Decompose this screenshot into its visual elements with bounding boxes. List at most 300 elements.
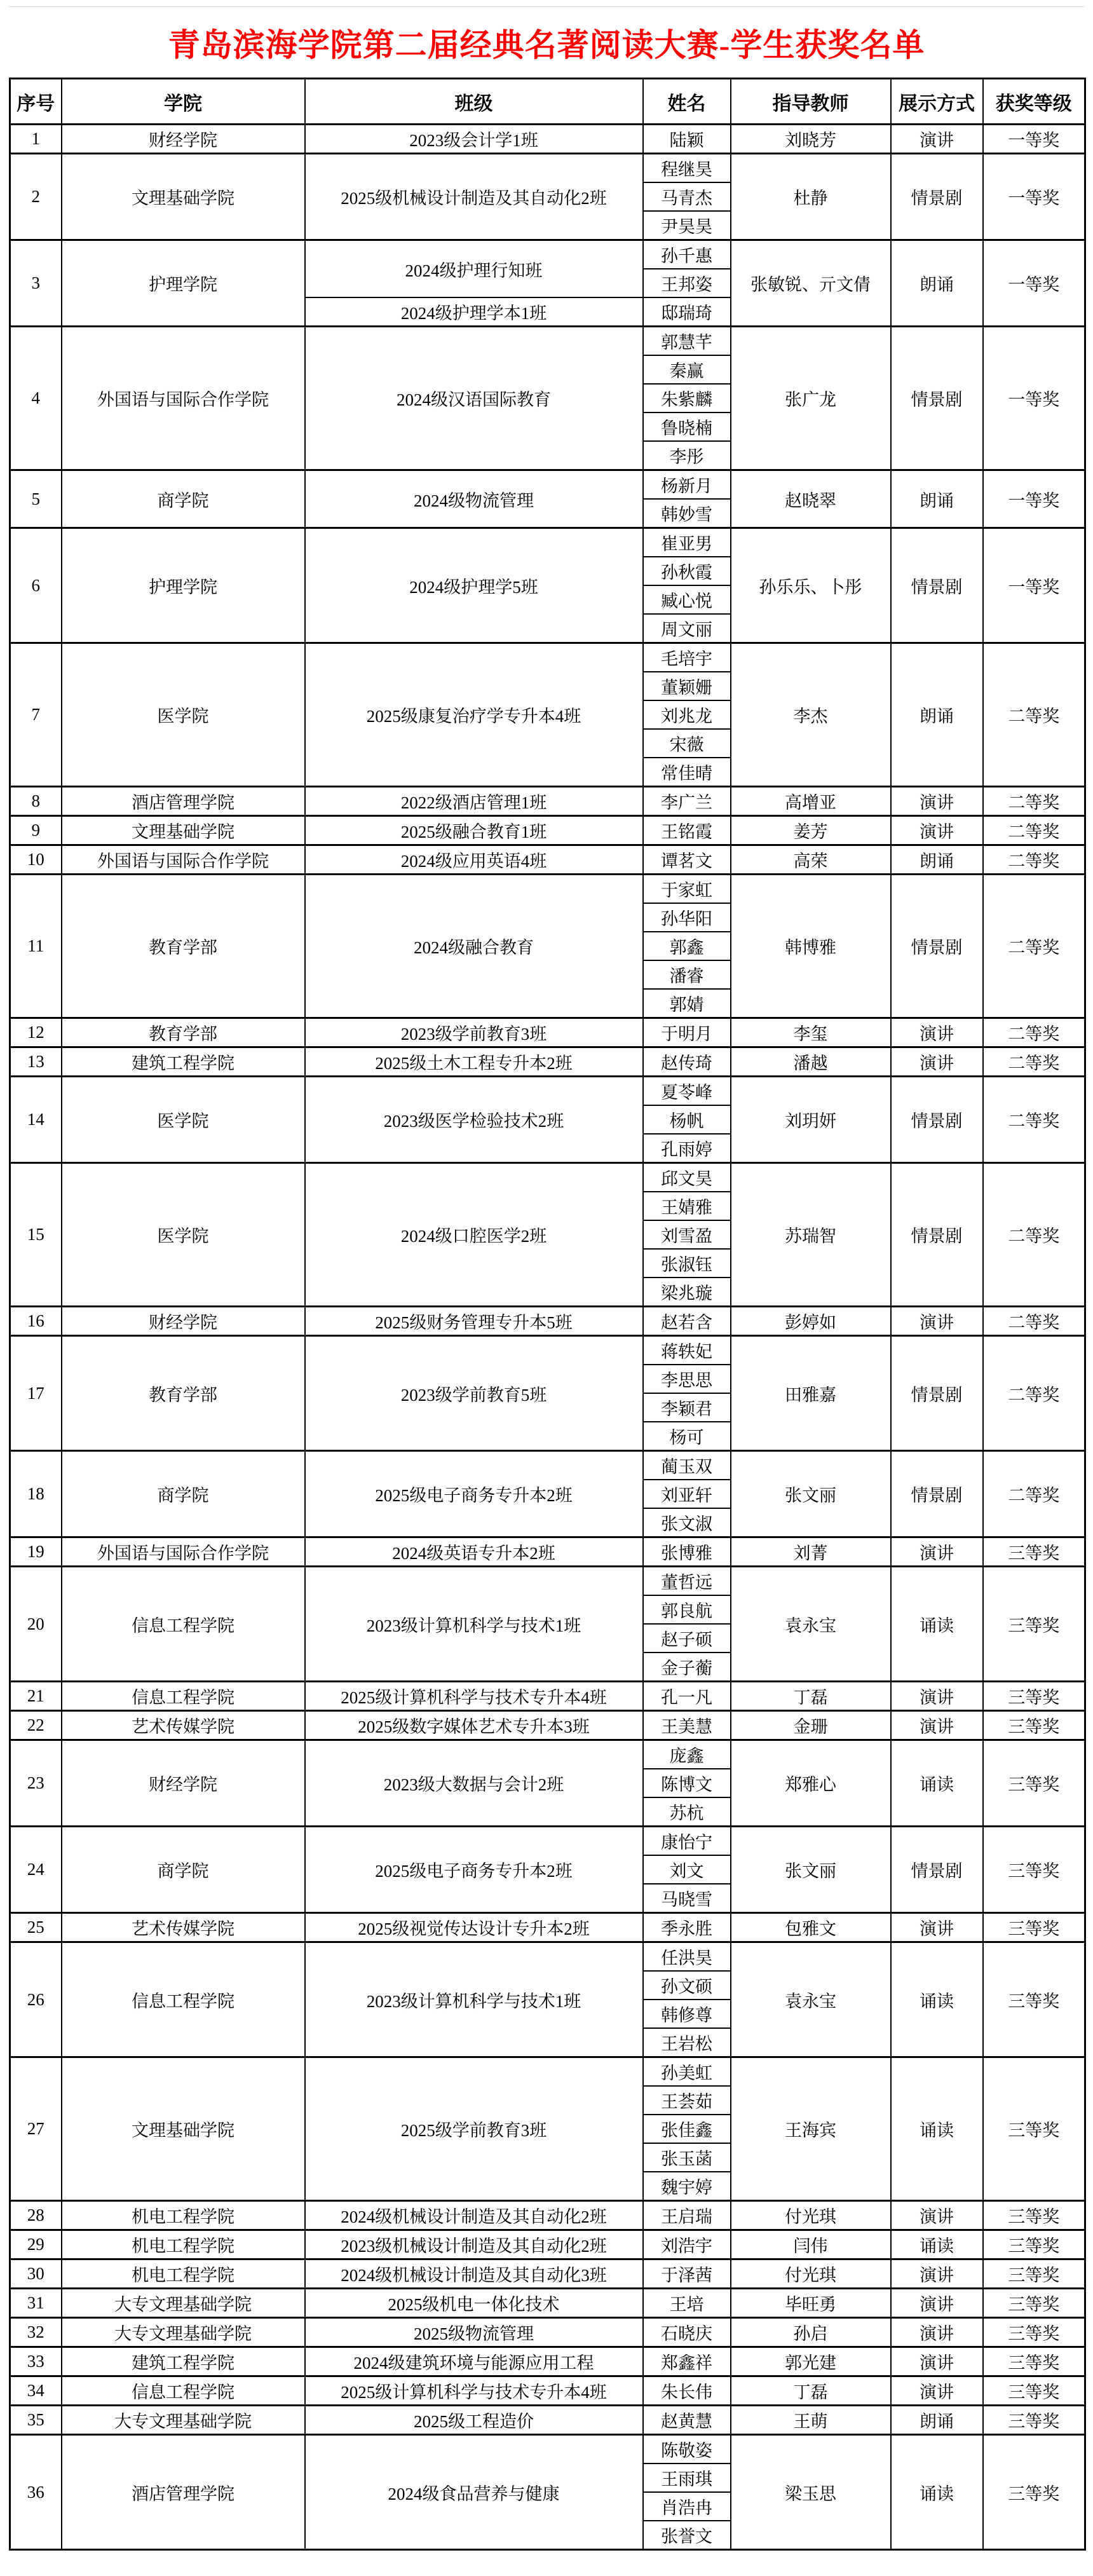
class-cell: 2025级土木工程专升本2班	[305, 1047, 643, 1077]
table-row	[10, 1567, 1085, 1596]
class-cell: 2024级英语专升本2班	[305, 1537, 643, 1567]
award-cell: 三等奖	[983, 1740, 1085, 1827]
student-name-cell: 毛培宇	[643, 643, 731, 672]
row-number-cell: 4	[10, 327, 62, 470]
college-cell: 教育学部	[62, 875, 305, 1018]
class-cell: 2024级应用英语4班	[305, 845, 643, 875]
student-name-cell: 朱紫麟	[643, 384, 731, 412]
award-cell: 二等奖	[983, 643, 1085, 787]
table-row	[10, 1827, 1085, 1856]
teacher-cell: 杜静	[731, 154, 891, 240]
row-number-cell: 5	[10, 470, 62, 528]
college-cell: 财经学院	[62, 1740, 305, 1827]
student-name-cell: 崔亚男	[643, 528, 731, 557]
student-name-cell: 孙文硕	[643, 1971, 731, 2000]
college-cell: 信息工程学院	[62, 1682, 305, 1711]
table-body	[10, 125, 1085, 2550]
method-cell: 情景剧	[891, 875, 983, 1018]
college-cell: 信息工程学院	[62, 1567, 305, 1682]
table-row	[10, 1451, 1085, 1480]
row-number-cell: 35	[10, 2406, 62, 2435]
row-number-cell: 20	[10, 1567, 62, 1682]
award-cell: 三等奖	[983, 2201, 1085, 2230]
college-cell: 护理学院	[62, 528, 305, 643]
teacher-cell: 高增亚	[731, 787, 891, 816]
method-cell: 演讲	[891, 1711, 983, 1740]
college-cell: 外国语与国际合作学院	[62, 327, 305, 470]
method-cell: 情景剧	[891, 327, 983, 470]
college-cell: 医学院	[62, 643, 305, 787]
teacher-cell: 丁磊	[731, 2376, 891, 2406]
row-number-cell: 27	[10, 2057, 62, 2201]
student-name-cell: 孙美虹	[643, 2057, 731, 2087]
row-number-cell: 30	[10, 2259, 62, 2289]
method-cell: 诵读	[891, 1942, 983, 2057]
row-number-cell: 25	[10, 1913, 62, 1942]
award-cell: 三等奖	[983, 2230, 1085, 2259]
row-number-cell: 2	[10, 154, 62, 240]
award-cell: 二等奖	[983, 1307, 1085, 1336]
method-cell: 朗诵	[891, 643, 983, 787]
table-row	[10, 2347, 1085, 2376]
award-cell: 二等奖	[983, 816, 1085, 845]
student-name-cell: 鲁晓楠	[643, 412, 731, 441]
student-name-cell: 李广兰	[643, 787, 731, 816]
teacher-cell: 郭光建	[731, 2347, 891, 2376]
page-title: 青岛滨海学院第二届经典名著阅读大赛-学生获奖名单	[168, 27, 925, 63]
class-cell: 2024级护理学本1班	[305, 297, 643, 327]
college-cell: 信息工程学院	[62, 1942, 305, 2057]
method-cell: 情景剧	[891, 1451, 983, 1537]
student-name-cell: 韩修尊	[643, 2000, 731, 2028]
student-name-cell: 孙华阳	[643, 903, 731, 932]
table-row	[10, 2201, 1085, 2230]
teacher-cell: 郑雅心	[731, 1740, 891, 1827]
student-name-cell: 康怡宁	[643, 1827, 731, 1856]
row-number-cell: 28	[10, 2201, 62, 2230]
teacher-cell: 赵晓翠	[731, 470, 891, 528]
college-cell: 艺术传媒学院	[62, 1711, 305, 1740]
row-number-cell: 17	[10, 1336, 62, 1451]
student-name-cell: 杨帆	[643, 1105, 731, 1134]
student-name-cell: 孙秋霞	[643, 557, 731, 585]
student-name-cell: 马青杰	[643, 182, 731, 211]
method-cell: 演讲	[891, 1047, 983, 1077]
table-row	[10, 2289, 1085, 2318]
student-name-cell: 赵子硕	[643, 1624, 731, 1653]
student-name-cell: 石晓庆	[643, 2318, 731, 2347]
student-name-cell: 邸瑞琦	[643, 297, 731, 327]
college-cell: 商学院	[62, 1451, 305, 1537]
award-cell: 二等奖	[983, 1163, 1085, 1307]
college-cell: 商学院	[62, 1827, 305, 1913]
student-name-cell: 王岩松	[643, 2028, 731, 2057]
method-cell: 演讲	[891, 2201, 983, 2230]
teacher-cell: 刘晓芳	[731, 125, 891, 154]
table-row	[10, 2057, 1085, 2087]
row-number-cell: 9	[10, 816, 62, 845]
table-row	[10, 1336, 1085, 1365]
student-name-cell: 于明月	[643, 1018, 731, 1047]
row-number-cell: 15	[10, 1163, 62, 1307]
award-cell: 三等奖	[983, 2289, 1085, 2318]
student-name-cell: 秦赢	[643, 355, 731, 384]
table-row	[10, 1537, 1085, 1567]
student-name-cell: 邱文昊	[643, 1163, 731, 1192]
student-name-cell: 陈博文	[643, 1769, 731, 1797]
student-name-cell: 赵黄慧	[643, 2406, 731, 2435]
award-cell: 三等奖	[983, 2406, 1085, 2435]
college-cell: 建筑工程学院	[62, 2347, 305, 2376]
award-cell: 一等奖	[983, 327, 1085, 470]
award-cell: 三等奖	[983, 2259, 1085, 2289]
table-row	[10, 643, 1085, 672]
award-table	[9, 78, 1086, 2551]
teacher-cell: 彭婷如	[731, 1307, 891, 1336]
award-cell: 三等奖	[983, 2318, 1085, 2347]
student-name-cell: 董哲远	[643, 1567, 731, 1596]
award-cell: 三等奖	[983, 2057, 1085, 2201]
student-name-cell: 李彤	[643, 441, 731, 470]
college-cell: 大专文理基础学院	[62, 2318, 305, 2347]
student-name-cell: 张淑钰	[643, 1249, 731, 1278]
method-cell: 情景剧	[891, 1077, 983, 1163]
method-cell: 情景剧	[891, 1827, 983, 1913]
table-row	[10, 470, 1085, 500]
row-number-cell: 12	[10, 1018, 62, 1047]
method-cell: 诵读	[891, 2230, 983, 2259]
teacher-cell: 袁永宝	[731, 1567, 891, 1682]
table-row	[10, 1018, 1085, 1047]
class-cell: 2025级康复治疗学专升本4班	[305, 643, 643, 787]
class-cell: 2025级计算机科学与技术专升本4班	[305, 2376, 643, 2406]
table-row	[10, 1047, 1085, 1077]
row-number-cell: 19	[10, 1537, 62, 1567]
student-name-cell: 张文淑	[643, 1508, 731, 1537]
student-name-cell: 杨可	[643, 1422, 731, 1451]
teacher-cell: 王萌	[731, 2406, 891, 2435]
method-cell: 演讲	[891, 1537, 983, 1567]
student-name-cell: 董颖姗	[643, 672, 731, 700]
table-row	[10, 1077, 1085, 1106]
student-name-cell: 马晓雪	[643, 1884, 731, 1913]
method-cell: 演讲	[891, 1307, 983, 1336]
table-row	[10, 2230, 1085, 2259]
table-row	[10, 1740, 1085, 1769]
award-cell: 二等奖	[983, 1047, 1085, 1077]
student-name-cell: 刘亚轩	[643, 1480, 731, 1508]
student-name-cell: 郭婧	[643, 989, 731, 1018]
student-name-cell: 刘兆龙	[643, 700, 731, 729]
table-row	[10, 2259, 1085, 2289]
student-name-cell: 王荟茹	[643, 2086, 731, 2115]
teacher-cell: 苏瑞智	[731, 1163, 891, 1307]
column-header-6: 获奖等级	[983, 79, 1085, 125]
column-header-1: 学院	[62, 79, 305, 125]
row-number-cell: 18	[10, 1451, 62, 1537]
column-header-4: 指导教师	[731, 79, 891, 125]
method-cell: 演讲	[891, 1682, 983, 1711]
teacher-cell: 闫伟	[731, 2230, 891, 2259]
class-cell: 2025级机电一体化技术	[305, 2289, 643, 2318]
student-name-cell: 王培	[643, 2289, 731, 2318]
college-cell: 机电工程学院	[62, 2230, 305, 2259]
table-row	[10, 528, 1085, 557]
student-name-cell: 朱长伟	[643, 2376, 731, 2406]
column-header-0: 序号	[10, 79, 62, 125]
student-name-cell: 刘浩宇	[643, 2230, 731, 2259]
student-name-cell: 庞鑫	[643, 1740, 731, 1769]
table-row	[10, 1942, 1085, 1972]
student-name-cell: 刘雪盈	[643, 1220, 731, 1249]
class-cell: 2024级护理行知班	[305, 240, 643, 298]
row-number-cell: 16	[10, 1307, 62, 1336]
student-name-cell: 郭慧芊	[643, 327, 731, 356]
award-cell: 三等奖	[983, 1942, 1085, 2057]
college-cell: 艺术传媒学院	[62, 1913, 305, 1942]
row-number-cell: 34	[10, 2376, 62, 2406]
student-name-cell: 王邦姿	[643, 269, 731, 297]
student-name-cell: 肖浩冉	[643, 2492, 731, 2521]
college-cell: 酒店管理学院	[62, 787, 305, 816]
class-cell: 2023级机械设计制造及其自动化2班	[305, 2230, 643, 2259]
student-name-cell: 张玉菡	[643, 2143, 731, 2172]
teacher-cell: 付光琪	[731, 2201, 891, 2230]
college-cell: 文理基础学院	[62, 2057, 305, 2201]
award-cell: 三等奖	[983, 1537, 1085, 1567]
college-cell: 商学院	[62, 470, 305, 528]
student-name-cell: 王铭霞	[643, 816, 731, 845]
class-cell: 2022级酒店管理1班	[305, 787, 643, 816]
college-cell: 财经学院	[62, 125, 305, 154]
college-cell: 机电工程学院	[62, 2259, 305, 2289]
college-cell: 护理学院	[62, 240, 305, 327]
student-name-cell: 郭良航	[643, 1595, 731, 1624]
award-cell: 三等奖	[983, 2376, 1085, 2406]
class-cell: 2024级融合教育	[305, 875, 643, 1018]
method-cell: 朗诵	[891, 845, 983, 875]
class-cell: 2025级融合教育1班	[305, 816, 643, 845]
teacher-cell: 丁磊	[731, 1682, 891, 1711]
award-cell: 三等奖	[983, 2435, 1085, 2550]
class-cell: 2025级学前教育3班	[305, 2057, 643, 2201]
method-cell: 情景剧	[891, 154, 983, 240]
teacher-cell: 袁永宝	[731, 1942, 891, 2057]
student-name-cell: 王美慧	[643, 1711, 731, 1740]
class-cell: 2023级计算机科学与技术1班	[305, 1942, 643, 2057]
student-name-cell: 王启瑞	[643, 2201, 731, 2230]
teacher-cell: 张文丽	[731, 1451, 891, 1537]
class-cell: 2025级工程造价	[305, 2406, 643, 2435]
teacher-cell: 付光琪	[731, 2259, 891, 2289]
class-cell: 2024级建筑环境与能源应用工程	[305, 2347, 643, 2376]
table-row	[10, 875, 1085, 904]
table-row	[10, 125, 1085, 154]
award-cell: 二等奖	[983, 1451, 1085, 1537]
student-name-cell: 王雨琪	[643, 2464, 731, 2492]
method-cell: 朗诵	[891, 240, 983, 327]
column-header-5: 展示方式	[891, 79, 983, 125]
teacher-cell: 张广龙	[731, 327, 891, 470]
class-cell: 2024级机械设计制造及其自动化3班	[305, 2259, 643, 2289]
student-name-cell: 尹昊昊	[643, 211, 731, 240]
row-number-cell: 13	[10, 1047, 62, 1077]
class-cell: 2023级会计学1班	[305, 125, 643, 154]
student-name-cell: 程继昊	[643, 154, 731, 183]
class-cell: 2025级电子商务专升本2班	[305, 1451, 643, 1537]
student-name-cell: 周文丽	[643, 614, 731, 643]
award-cell: 一等奖	[983, 528, 1085, 643]
award-cell: 二等奖	[983, 1336, 1085, 1451]
student-name-cell: 梁兆璇	[643, 1278, 731, 1307]
student-name-cell: 臧心悦	[643, 585, 731, 614]
row-number-cell: 7	[10, 643, 62, 787]
class-cell: 2025级计算机科学与技术专升本4班	[305, 1682, 643, 1711]
award-cell: 二等奖	[983, 875, 1085, 1018]
college-cell: 酒店管理学院	[62, 2435, 305, 2550]
teacher-cell: 潘越	[731, 1047, 891, 1077]
student-name-cell: 韩妙雪	[643, 499, 731, 528]
teacher-cell: 孙乐乐、卜彤	[731, 528, 891, 643]
award-cell: 三等奖	[983, 1827, 1085, 1913]
college-cell: 大专文理基础学院	[62, 2406, 305, 2435]
method-cell: 情景剧	[891, 1336, 983, 1451]
table-row	[10, 1913, 1085, 1942]
student-name-cell: 孙千惠	[643, 240, 731, 269]
student-name-cell: 郑鑫祥	[643, 2347, 731, 2376]
student-name-cell: 潘睿	[643, 960, 731, 989]
student-name-cell: 蒋轶妃	[643, 1336, 731, 1365]
college-cell: 文理基础学院	[62, 816, 305, 845]
method-cell: 情景剧	[891, 1163, 983, 1307]
college-cell: 外国语与国际合作学院	[62, 1537, 305, 1567]
college-cell: 信息工程学院	[62, 2376, 305, 2406]
student-name-cell: 孔一凡	[643, 1682, 731, 1711]
method-cell: 演讲	[891, 2289, 983, 2318]
student-name-cell: 赵传琦	[643, 1047, 731, 1077]
award-cell: 三等奖	[983, 2347, 1085, 2376]
method-cell: 诵读	[891, 1567, 983, 1682]
header-row	[10, 79, 1085, 125]
college-cell: 机电工程学院	[62, 2201, 305, 2230]
college-cell: 文理基础学院	[62, 154, 305, 240]
class-cell: 2024级机械设计制造及其自动化2班	[305, 2201, 643, 2230]
class-cell: 2024级食品营养与健康	[305, 2435, 643, 2550]
table-row	[10, 1307, 1085, 1336]
table-row	[10, 2318, 1085, 2347]
method-cell: 演讲	[891, 125, 983, 154]
teacher-cell: 孙启	[731, 2318, 891, 2347]
row-number-cell: 11	[10, 875, 62, 1018]
table-row	[10, 327, 1085, 356]
award-cell: 一等奖	[983, 125, 1085, 154]
student-name-cell: 李颖君	[643, 1393, 731, 1422]
table-row	[10, 787, 1085, 816]
table-row	[10, 2376, 1085, 2406]
class-cell: 2025级视觉传达设计专升本2班	[305, 1913, 643, 1942]
teacher-cell: 王海宾	[731, 2057, 891, 2201]
award-cell: 一等奖	[983, 240, 1085, 327]
student-name-cell: 于泽茜	[643, 2259, 731, 2289]
method-cell: 诵读	[891, 2057, 983, 2201]
class-cell: 2024级口腔医学2班	[305, 1163, 643, 1307]
teacher-cell: 李玺	[731, 1018, 891, 1047]
award-cell: 二等奖	[983, 845, 1085, 875]
row-number-cell: 6	[10, 528, 62, 643]
student-name-cell: 于家虹	[643, 875, 731, 904]
method-cell: 演讲	[891, 2347, 983, 2376]
student-name-cell: 苏杭	[643, 1797, 731, 1827]
student-name-cell: 张佳鑫	[643, 2115, 731, 2143]
method-cell: 演讲	[891, 787, 983, 816]
row-number-cell: 22	[10, 1711, 62, 1740]
row-number-cell: 23	[10, 1740, 62, 1827]
method-cell: 演讲	[891, 2376, 983, 2406]
teacher-cell: 张敏锐、亓文倩	[731, 240, 891, 327]
student-name-cell: 常佳晴	[643, 758, 731, 787]
teacher-cell: 高荣	[731, 845, 891, 875]
student-name-cell: 王婧雅	[643, 1192, 731, 1220]
college-cell: 教育学部	[62, 1336, 305, 1451]
teacher-cell: 金珊	[731, 1711, 891, 1740]
class-cell: 2025级物流管理	[305, 2318, 643, 2347]
table-row	[10, 1163, 1085, 1192]
table-row	[10, 1682, 1085, 1711]
college-cell: 外国语与国际合作学院	[62, 845, 305, 875]
college-cell: 教育学部	[62, 1018, 305, 1047]
row-number-cell: 21	[10, 1682, 62, 1711]
class-cell: 2024级汉语国际教育	[305, 327, 643, 470]
award-cell: 二等奖	[983, 1077, 1085, 1163]
row-number-cell: 29	[10, 2230, 62, 2259]
table-row	[10, 845, 1085, 875]
row-number-cell: 14	[10, 1077, 62, 1163]
student-name-cell: 李思思	[643, 1365, 731, 1393]
class-cell: 2023级医学检验技术2班	[305, 1077, 643, 1163]
student-name-cell: 宋薇	[643, 729, 731, 758]
award-cell: 一等奖	[983, 154, 1085, 240]
table-row	[10, 1711, 1085, 1740]
teacher-cell: 梁玉思	[731, 2435, 891, 2550]
class-cell: 2024级物流管理	[305, 470, 643, 528]
student-name-cell: 孔雨婷	[643, 1134, 731, 1163]
method-cell: 演讲	[891, 1018, 983, 1047]
award-cell: 三等奖	[983, 1682, 1085, 1711]
student-name-cell: 魏宇婷	[643, 2172, 731, 2201]
method-cell: 演讲	[891, 2318, 983, 2347]
college-cell: 医学院	[62, 1163, 305, 1307]
row-number-cell: 33	[10, 2347, 62, 2376]
method-cell: 演讲	[891, 816, 983, 845]
award-cell: 三等奖	[983, 1913, 1085, 1942]
row-number-cell: 8	[10, 787, 62, 816]
teacher-cell: 李杰	[731, 643, 891, 787]
college-cell: 建筑工程学院	[62, 1047, 305, 1077]
student-name-cell: 赵若含	[643, 1307, 731, 1336]
class-cell: 2023级计算机科学与技术1班	[305, 1567, 643, 1682]
student-name-cell: 刘文	[643, 1855, 731, 1884]
student-name-cell: 陆颖	[643, 125, 731, 154]
teacher-cell: 刘玥妍	[731, 1077, 891, 1163]
class-cell: 2025级机械设计制造及其自动化2班	[305, 154, 643, 240]
method-cell: 朗诵	[891, 470, 983, 528]
student-name-cell: 谭茗文	[643, 845, 731, 875]
award-cell: 一等奖	[983, 470, 1085, 528]
table-row	[10, 816, 1085, 845]
row-number-cell: 24	[10, 1827, 62, 1913]
method-cell: 演讲	[891, 1913, 983, 1942]
class-cell: 2023级大数据与会计2班	[305, 1740, 643, 1827]
